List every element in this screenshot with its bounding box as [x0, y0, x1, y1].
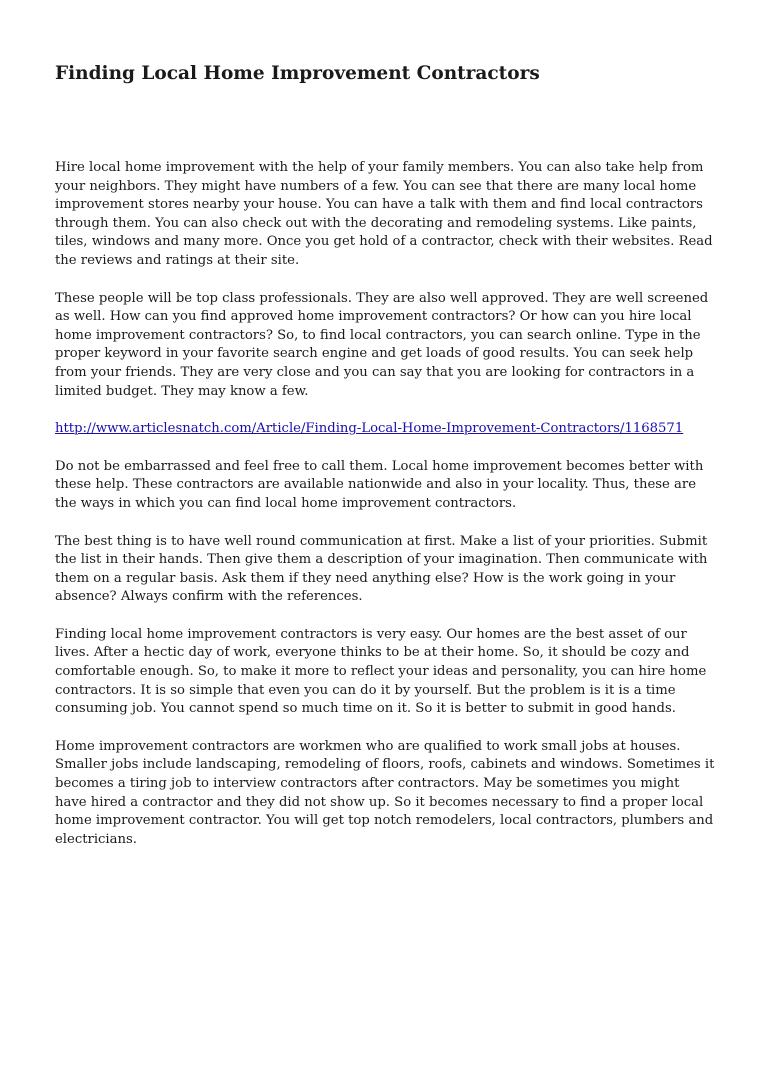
paragraph-6: Home improvement contractors are workmen who are qualified to work small jobs at houses. Smaller jobs include landscaping, remodeling of floors, roofs, cabinets and windows. Sometimes it becomes a tiring job to interview contractors after contractors. May be sometimes you might have hired a contractor and they did not show up. So it becomes necessary to find a proper local home improvement contractor. You will get top notch remodelers, local contractors, plumbers and electricians.	[55, 738, 715, 847]
paragraph-1: Hire local home improvement with the help of your family members. You can also take help from your neighbors. They might have numbers of a few. You can see that there are many local home improvement stores nearby your house. You can have a talk with them and find local contractors through them. You can also check out with the decorating and remodeling systems. Like paints, tiles, windows and many more. Once you get hold of a contractor, check with their websites. Read the reviews and ratings at their site.	[55, 160, 713, 268]
article-body	[55, 159, 715, 849]
document-page	[55, 0, 715, 868]
paragraph-5: Finding local home improvement contractors is very easy. Our homes are the best asset of our lives. After a hectic day of work, everyone thinks to be at their home. So, it should be cozy and comfortable enough. So, to make it more to reflect your ideas and personality, you can hire home contractors. It is so simple that even you can do it by yourself. But the problem is it is a time consuming job. You cannot spend so much time on it. So it is better to submit in good hands.	[55, 626, 707, 717]
paragraph-2: These people will be top class professionals. They are also well approved. They are well screened as well. How can you find approved home improvement contractors? Or how can you hire local home improvement contractors? So, to find local contractors, you can search online. Type in the proper keyword in your favorite search engine and get loads of good results. You can seek help from your friends. They are very close and you can say that you are looking for contractors in a limited budget. They may know a few.	[55, 290, 709, 399]
source-link-paragraph	[55, 420, 715, 439]
page-title: Finding Local Home Improvement Contractors	[55, 63, 540, 84]
paragraph-3: Do not be embarrassed and feel free to call them. Local home improvement becomes better with these help. These contractors are available nationwide and also in your locality. Thus, these are the ways in which you can find local home improvement contractors.	[55, 458, 704, 511]
source-link[interactable]: http://www.articlesnatch.com/Article/Finding-Local-Home-Improvement-Contractors/1168571	[55, 421, 684, 437]
paragraph-4: The best thing is to have well round communication at first. Make a list of your priorities. Submit the list in their hands. Then give them a description of your imagination. Then communicate with them on a regular basis. Ask them if they need anything else? How is the work going in your absence? Always confirm with the references.	[55, 533, 708, 605]
